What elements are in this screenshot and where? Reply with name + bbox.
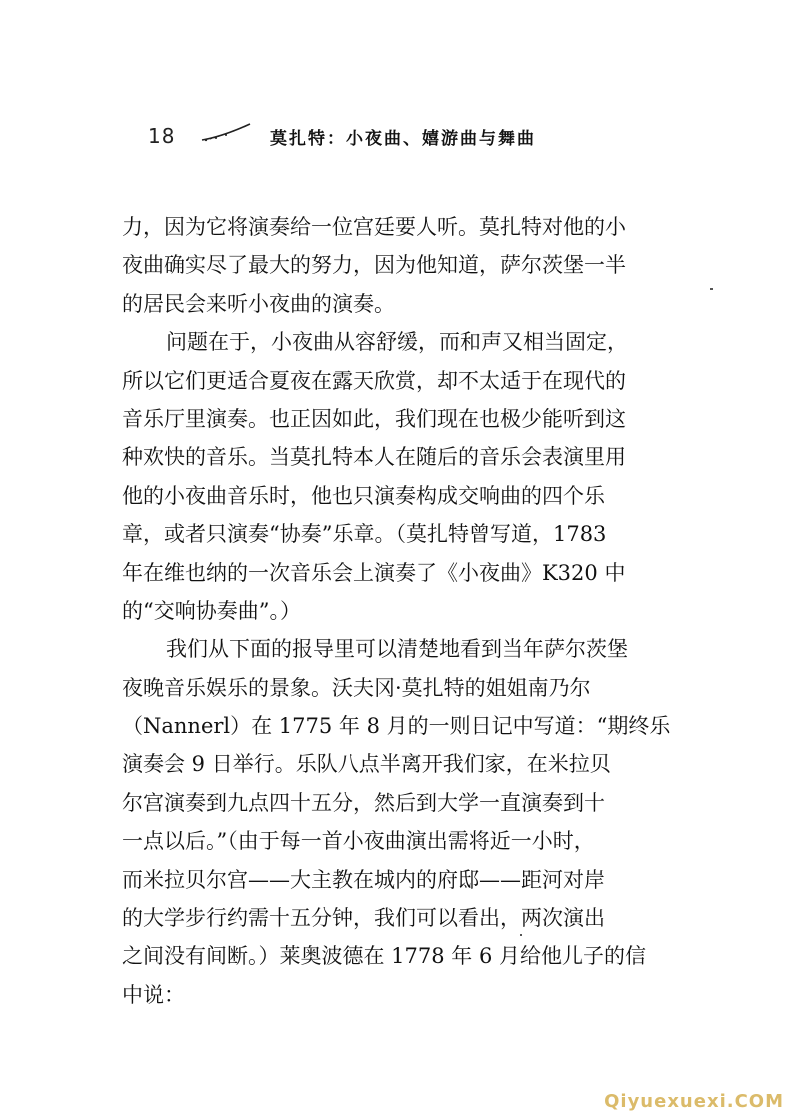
text-line: 的居民会来听小夜曲的演奏。 <box>122 291 395 316</box>
page-number: 18 <box>148 124 176 148</box>
text-line: 而米拉贝尔宫——大主教在城内的府邸——距河对岸 <box>122 867 605 892</box>
text-line: 我们从下面的报导里可以清楚地看到当年萨尔茨堡 <box>166 637 628 662</box>
body-text <box>122 208 682 1014</box>
watermark: Qiyuexuexi.COM <box>604 1091 784 1112</box>
scan-speck <box>710 288 713 290</box>
text-line: 一点以后。”（由于每一首小夜曲演出需将近一小时， <box>122 829 595 854</box>
text-line: 音乐厅里演奏。也正因如此，我们现在也极少能听到这 <box>122 406 626 431</box>
text-line: 尔宫演奏到九点四十五分，然后到大学一直演奏到十 <box>122 790 605 815</box>
text-line: 夜晚音乐娱乐的景象。沃夫冈·莫扎特的姐姐南乃尔 <box>122 675 591 700</box>
text-line: （Nannerl）在 1775 年 8 月的一则日记中写道：“期终乐 <box>122 714 671 739</box>
text-line: 力，因为它将演奏给一位宫廷要人听。莫扎特对他的小 <box>122 215 626 239</box>
text-line: 之间没有间断。）莱奥波德在 1778 年 6 月给他儿子的信 <box>122 944 647 969</box>
text-line: 的“交响协奏曲”。） <box>122 598 301 623</box>
text-line: 种欢快的音乐。当莫扎特本人在随后的音乐会表演里用 <box>122 445 626 470</box>
text-line: 中说： <box>122 982 185 1007</box>
text-line: 的大学步行约需十五分钟，我们可以看出，两次演出 <box>122 906 605 931</box>
quill-flourish-icon <box>200 122 252 146</box>
text-line: 章，或者只演奏“协奏”乐章。（莫扎特曾写道，1783 <box>122 522 607 547</box>
running-title: 莫扎特：小夜曲、嬉游曲与舞曲 <box>270 129 536 149</box>
text-line: 演奏会 9 日举行。乐队八点半离开我们家，在米拉贝 <box>122 752 611 777</box>
scan-speck <box>520 934 522 936</box>
text-line: 他的小夜曲音乐时，他也只演奏构成交响曲的四个乐 <box>122 483 605 508</box>
text-line: 夜曲确实尽了最大的努力，因为他知道，萨尔茨堡一半 <box>122 253 626 278</box>
text-line: 年在维也纳的一次音乐会上演奏了《小夜曲》K320 中 <box>122 560 626 585</box>
text-line: 所以它们更适合夏夜在露天欣赏，却不太适于在现代的 <box>122 368 626 393</box>
text-line: 问题在于，小夜曲从容舒缓，而和声又相当固定， <box>166 330 628 355</box>
